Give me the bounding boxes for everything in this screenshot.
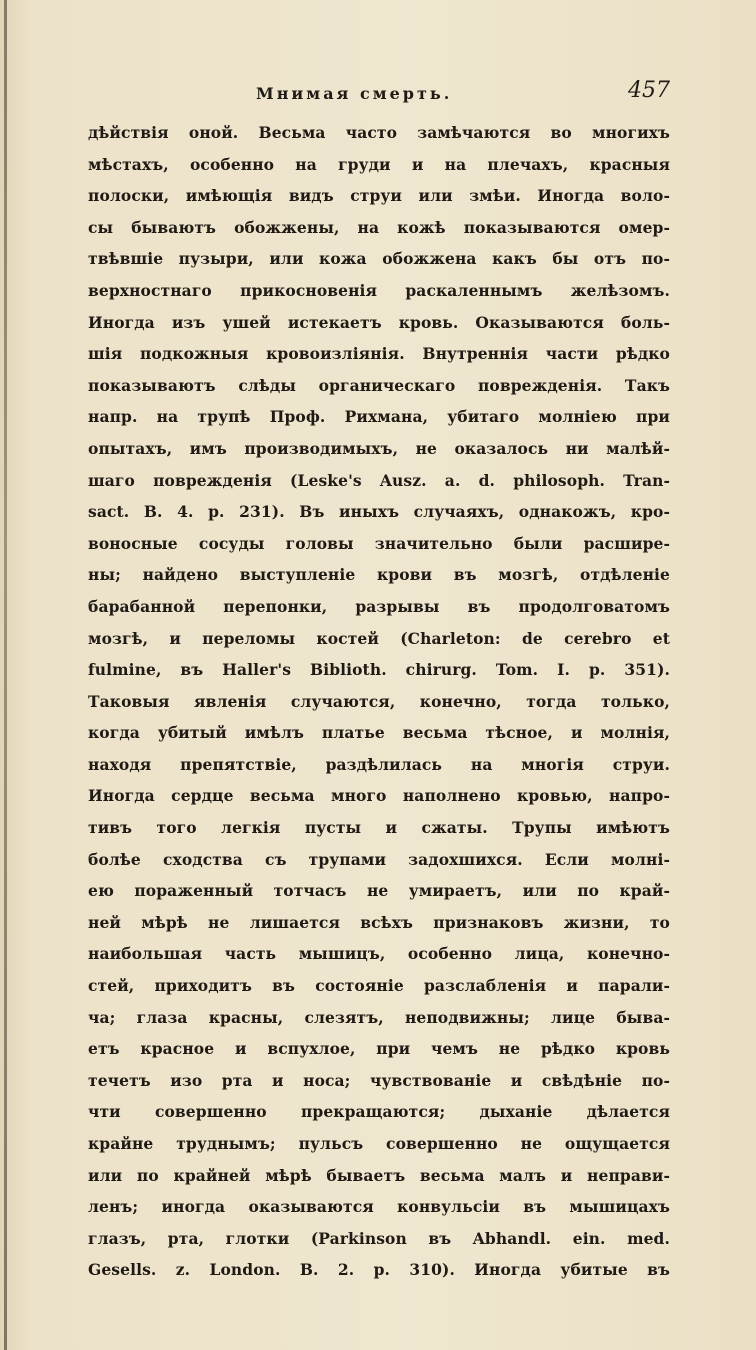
text-line: крайне труднымъ; пульсъ совершенно не ощущается (88, 1134, 670, 1153)
text-line: ленъ; иногда оказываются конвульсіи въ мышицахъ (88, 1197, 670, 1217)
text-line: дѣйствія оной. Весьма часто замѣчаются во многихъ (88, 123, 670, 142)
page-number: 457 (628, 78, 670, 103)
text-line: сы бываютъ обожжены, на кожѣ показываются омер- (88, 217, 670, 237)
text-line: болѣе сходства съ трупами задохшихся. Если молні- (88, 849, 670, 869)
text-line: шія подкожныя кровоизліянія. Внутреннія части рѣдко (88, 344, 670, 364)
text-line: барабанной перепонки, разрывы въ продолговатомъ (88, 596, 670, 616)
text-line: полоски, имѣющія видъ струи или змѣи. Иногда воло- (88, 186, 670, 206)
text-line: fulmine, въ Haller's Biblioth. chirurg. Tom. I. p. 351). (88, 660, 670, 680)
text-line: твѣвшіе пузыри, или кожа обожжена какъ бы отъ по- (88, 249, 670, 269)
text-line: ею пораженный тотчасъ не умираетъ, или по край- (88, 881, 670, 901)
page-header (88, 78, 678, 110)
text-line: Иногда сердце весьма много наполнено кровью, напро- (88, 786, 670, 806)
text-line: показываютъ слѣды органическаго поврежденія. Такъ (88, 375, 670, 395)
text-line: шаго поврежденія (Leske's Ausz. a. d. philosoph. Tran- (88, 470, 670, 490)
text-line: опытахъ, имъ производимыхъ, не оказалось ни малѣй- (88, 438, 670, 458)
text-line: наибольшая часть мышицъ, особенно лица, конечно- (88, 944, 670, 964)
running-title: Мнимая смерть. (256, 84, 453, 103)
text-line: когда убитый имѣлъ платье весьма тѣсное, и молнія, (88, 723, 670, 743)
text-line: воносные сосуды головы значительно были расшире- (88, 533, 670, 553)
text-line: Таковыя явленія случаются, конечно, тогда только, (88, 691, 670, 711)
text-line: мозгѣ, и переломы костей (Charleton: de cerebro et (88, 628, 670, 648)
text-line: глазъ, рта, глотки (Parkinson въ Abhandl. ein. med. (88, 1228, 670, 1248)
text-line: чти совершенно прекращаются; дыханіе дѣлается (88, 1102, 670, 1122)
text-line: ны; найдено выступленіе крови въ мозгѣ, отдѣленіе (88, 565, 670, 585)
text-line: течетъ изо рта и носа; чувствованіе и свѣдѣніе по- (88, 1070, 670, 1090)
text-line: ней мѣрѣ не лишается всѣхъ признаковъ жизни, то (88, 912, 670, 932)
text-line: sact. B. 4. p. 231). Въ иныхъ случаяхъ, однакожъ, кро- (88, 502, 670, 522)
text-line: напр. на трупѣ Проф. Рихмана, убитаго молніею при (88, 407, 670, 427)
body-text (88, 117, 670, 1286)
text-line: Иногда изъ ушей истекаетъ кровь. Оказываются боль- (88, 312, 670, 332)
text-line: верхностнаго прикосновенія раскаленнымъ желѣзомъ. (88, 280, 670, 300)
text-line: находя препятствіе, раздѣлилась на многія струи. (88, 754, 670, 774)
text-line: етъ красное и вспухлое, при чемъ не рѣдко кровь (88, 1039, 670, 1059)
text-line: ча; глаза красны, слезятъ, неподвижны; лице быва- (88, 1007, 670, 1027)
text-line: тивъ того легкія пусты и сжаты. Трупы имѣютъ (88, 818, 670, 838)
text-line: стей, приходитъ въ состояніе разслабленія и парали- (88, 976, 670, 996)
text-line: мѣстахъ, особенно на груди и на плечахъ, красныя (88, 154, 670, 174)
text-line: Gesells. z. London. B. 2. p. 310). Иногда убитые въ (88, 1260, 670, 1280)
page-binding-edge (4, 0, 7, 1350)
text-line: или по крайней мѣрѣ бываетъ весьма малъ и неправи- (88, 1165, 670, 1185)
